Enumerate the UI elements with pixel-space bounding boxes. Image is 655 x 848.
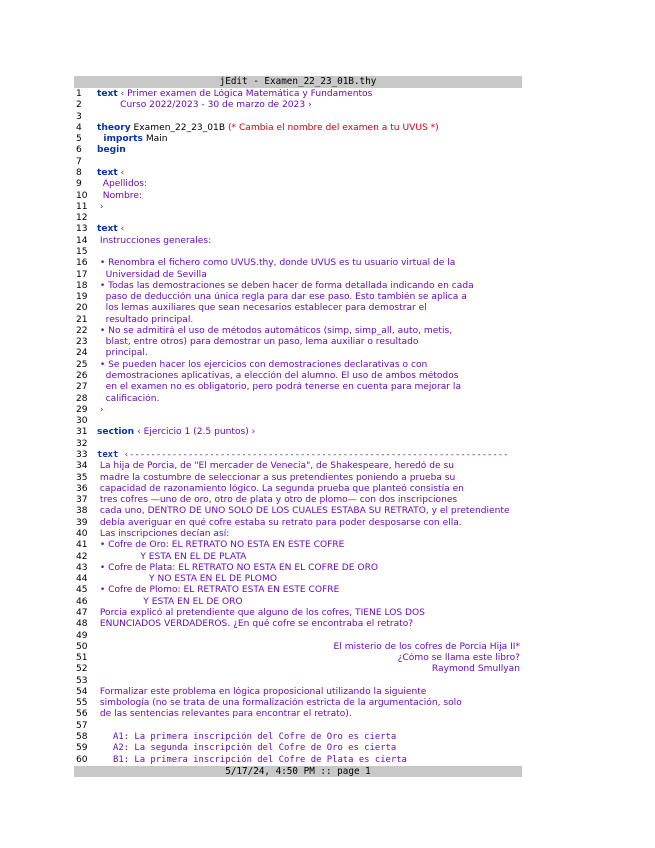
line-number: 55 — [76, 698, 88, 709]
line-text: demostraciones aplicativas, a elección del alumno. El uso de ambos métodos — [97, 371, 459, 382]
line-number: 47 — [76, 607, 88, 618]
line-text: debía averiguar en qué cofre estaba su retrato para poder desposarse con ella. — [97, 517, 462, 528]
code-line — [74, 427, 522, 438]
line-number: 36 — [76, 483, 88, 494]
line-content — [97, 687, 522, 698]
line-content — [97, 405, 522, 416]
line-text: cada uno, DENTRO DE UNO SOLO DE LOS CUALES ESTABA SU RETRATO, y el pretendiente — [97, 506, 510, 517]
code-line — [74, 258, 522, 269]
line-content — [97, 145, 522, 156]
code-line — [74, 360, 522, 371]
line-number: 3 — [76, 111, 82, 122]
line-number: 6 — [76, 145, 82, 156]
line-number: 50 — [76, 641, 88, 652]
line-number: 17 — [76, 269, 88, 280]
comment: (* Cambia el nombre del examen a tu UVUS *) — [227, 122, 439, 133]
line-number: 8 — [76, 167, 82, 178]
identifier: Examen_22_23_01B — [130, 122, 228, 133]
line-content — [97, 270, 522, 281]
line-content — [97, 337, 522, 348]
line-number: 46 — [76, 596, 88, 607]
keyword: text — [97, 89, 118, 99]
line-number: 28 — [76, 393, 88, 404]
line-content — [97, 258, 522, 269]
line-number: 33 — [76, 450, 88, 460]
code-line — [74, 348, 522, 359]
line-content — [97, 112, 522, 123]
line-number: 20 — [76, 303, 88, 314]
line-text: ‹ Ejercicio 1 (2.5 puntos) › — [134, 427, 256, 438]
line-text: calificación. — [97, 393, 160, 404]
line-content — [97, 619, 522, 630]
line-content — [97, 540, 522, 551]
line-number: 58 — [76, 732, 88, 743]
line-number: 11 — [76, 201, 88, 212]
line-content — [97, 123, 522, 134]
line-number: 41 — [76, 540, 88, 551]
line-number: 10 — [76, 190, 88, 201]
code-line — [74, 540, 522, 551]
code-line — [74, 484, 522, 495]
keyword: section — [97, 427, 135, 438]
line-number: 52 — [76, 664, 88, 675]
line-content — [97, 247, 522, 258]
line-content — [97, 360, 522, 371]
line-number: 14 — [76, 235, 88, 246]
page-footer: 5/17/24, 4:50 PM :: page 1 — [74, 766, 522, 777]
line-text: paso de deducción una única regla para dar ese paso. Esto también se aplica a — [97, 292, 467, 303]
line-number: 30 — [76, 416, 88, 427]
code-line — [74, 247, 522, 258]
line-content — [97, 179, 522, 190]
code-line — [74, 112, 522, 123]
code-line — [74, 191, 522, 202]
line-number: 39 — [76, 517, 88, 528]
line-content — [97, 134, 522, 145]
line-content — [97, 574, 522, 585]
code-line — [74, 100, 522, 111]
line-number: 59 — [76, 743, 88, 754]
code-line — [74, 608, 522, 619]
line-content — [97, 608, 522, 619]
line-number: 49 — [76, 630, 88, 641]
code-line — [74, 405, 522, 416]
line-text: simbología (no se trata de una formalización estricta de la argumentación, solo — [97, 698, 462, 709]
code-line — [74, 394, 522, 405]
line-text: B1: La primera inscripción del Cofre de Plata es cierta — [97, 754, 407, 765]
line-text: • Se pueden hacer los ejercicios con demostraciones declarativas o con — [97, 359, 428, 370]
code-line — [74, 529, 522, 540]
line-content — [97, 348, 522, 359]
line-text: El misterio de los cofres de Porcia Hija II* — [333, 641, 520, 652]
code-line — [74, 461, 522, 472]
line-text: Instrucciones generales: — [97, 235, 212, 246]
code-line — [74, 698, 522, 709]
code-line — [74, 168, 522, 179]
line-number: 29 — [76, 404, 88, 415]
code-line — [74, 303, 522, 314]
code-line — [74, 281, 522, 292]
line-number: 45 — [76, 585, 88, 596]
keyword: imports — [97, 134, 143, 145]
code-line — [74, 563, 522, 574]
line-number: 51 — [76, 653, 88, 664]
line-text: ‹ — [117, 224, 125, 235]
code-line — [74, 157, 522, 168]
line-content — [97, 631, 522, 642]
line-number: 34 — [76, 461, 88, 472]
line-number: 35 — [76, 472, 88, 483]
line-content — [97, 642, 522, 653]
line-number: 54 — [76, 686, 88, 697]
line-text: ‹----------------------------------------------------------------------- — [118, 450, 509, 460]
line-content — [97, 416, 522, 427]
code-line — [74, 518, 522, 529]
line-text: • Cofre de Plomo: EL RETRATO ESTA EN ESTE COFRE — [97, 585, 340, 596]
line-number: 44 — [76, 574, 88, 585]
line-text: ¿Cómo se llama este libro? — [397, 653, 520, 664]
line-content — [97, 157, 522, 168]
line-content — [97, 326, 522, 337]
code-line — [74, 224, 522, 235]
keyword: theory — [97, 122, 131, 133]
line-content — [97, 213, 522, 224]
line-number: 5 — [76, 134, 82, 145]
line-number: 22 — [76, 325, 88, 336]
line-content — [97, 394, 522, 405]
line-content — [97, 89, 522, 100]
line-number: 13 — [76, 224, 88, 235]
line-number: 31 — [76, 427, 88, 438]
line-content — [97, 709, 522, 720]
line-text: Nombre: — [97, 190, 142, 201]
line-text: ‹ Primer examen de Lógica Matemática y Fundamentos — [117, 89, 373, 99]
line-number: 56 — [76, 709, 88, 720]
code-line — [74, 202, 522, 213]
line-content — [97, 518, 522, 529]
code-line — [74, 473, 522, 484]
code-line — [74, 145, 522, 156]
line-content — [97, 676, 522, 687]
line-content — [97, 698, 522, 709]
line-content — [97, 202, 522, 213]
code-line — [74, 236, 522, 247]
line-number: 37 — [76, 495, 88, 506]
line-text: Las inscripciones decían así: — [97, 528, 230, 539]
line-content — [97, 743, 522, 754]
code-listing — [74, 88, 522, 766]
code-line — [74, 134, 522, 145]
line-text: Raymond Smullyan — [431, 664, 520, 675]
line-number: 38 — [76, 506, 88, 517]
line-text: tres cofres —uno de oro, otro de plata y otro de plomo— con dos inscripciones — [97, 495, 458, 506]
line-content — [97, 506, 522, 517]
code-line — [74, 337, 522, 348]
line-number: 23 — [76, 337, 88, 348]
line-number: 19 — [76, 292, 88, 303]
line-text: madre la costumbre de seleccionar a sus pretendientes poniendo a prueba su — [97, 472, 456, 483]
code-line — [74, 495, 522, 506]
line-number: 43 — [76, 562, 88, 573]
code-line — [74, 382, 522, 393]
line-text: Formalizar este problema en lógica proposicional utilizando la siguiente — [97, 686, 427, 697]
line-number: 32 — [76, 438, 88, 449]
line-content — [97, 552, 522, 563]
line-content — [97, 303, 522, 314]
line-text: A1: La primera inscripción del Cofre de Oro es cierta — [97, 732, 397, 743]
code-line — [74, 315, 522, 326]
line-content — [97, 236, 522, 247]
line-number: 4 — [76, 122, 82, 133]
line-text: blast, entre otros) para demostrar un paso, lema auxiliar o resultado — [97, 337, 419, 348]
line-text: resultado principal. — [97, 314, 194, 325]
line-text: La hija de Porcia, de "El mercader de Venecia", de Shakespeare, heredó de su — [97, 461, 455, 472]
code-line — [74, 326, 522, 337]
line-number: 16 — [76, 258, 88, 269]
line-number: 57 — [76, 720, 88, 731]
line-content — [97, 224, 522, 235]
line-text: Curso 2022/2023 - 30 de marzo de 2023 › — [97, 100, 312, 111]
line-number: 25 — [76, 359, 88, 370]
line-number: 2 — [76, 100, 82, 111]
keyword: text — [97, 167, 118, 178]
code-line — [74, 732, 522, 743]
code-line — [74, 292, 522, 303]
line-number: 48 — [76, 619, 88, 630]
code-line — [74, 371, 522, 382]
code-line — [74, 506, 522, 517]
line-text: ‹ — [117, 167, 125, 178]
line-content — [97, 100, 522, 111]
line-text: capacidad de razonamiento lógico. La segunda prueba que planteó consistía en — [97, 483, 464, 494]
line-content — [97, 529, 522, 540]
line-content — [97, 755, 522, 766]
line-text: Universidad de Sevilla — [97, 269, 207, 280]
line-content — [97, 292, 522, 303]
code-line — [74, 721, 522, 732]
line-content — [97, 664, 522, 675]
line-content — [97, 450, 522, 461]
line-content — [97, 281, 522, 292]
code-line — [74, 416, 522, 427]
code-line — [74, 631, 522, 642]
line-content — [97, 382, 522, 393]
line-text: Y ESTÁ EN EL DE ORO — [97, 596, 243, 607]
code-line — [74, 123, 522, 134]
code-line — [74, 709, 522, 720]
line-text: • Cofre de Oro: EL RETRATO NO ESTÁ EN ESTE COFRE — [97, 540, 345, 551]
code-line — [74, 642, 522, 653]
line-text: de las sentencias relevantes para encontrar el retrato). — [97, 709, 352, 720]
line-content — [97, 721, 522, 732]
code-line — [74, 676, 522, 687]
line-content — [97, 191, 522, 202]
line-content — [97, 484, 522, 495]
code-line — [74, 439, 522, 450]
line-number: 27 — [76, 382, 88, 393]
code-line — [74, 89, 522, 100]
line-text: • No se admitirá el uso de métodos automáticos (simp, simp_all, auto, metis, — [97, 325, 453, 336]
code-line — [74, 574, 522, 585]
code-line — [74, 213, 522, 224]
line-content — [97, 473, 522, 484]
line-number: 12 — [76, 213, 88, 224]
line-number: 53 — [76, 675, 88, 686]
line-content — [97, 495, 522, 506]
line-number: 1 — [76, 89, 82, 99]
code-line — [74, 585, 522, 596]
line-content — [97, 439, 522, 450]
code-line — [74, 653, 522, 664]
line-number: 40 — [76, 528, 88, 539]
code-line — [74, 552, 522, 563]
code-line — [74, 270, 522, 281]
line-number: 18 — [76, 280, 88, 291]
line-number: 42 — [76, 551, 88, 562]
line-content — [97, 168, 522, 179]
line-number: 60 — [76, 754, 88, 765]
keyword: begin — [97, 145, 126, 156]
line-content — [97, 585, 522, 596]
keyword: text — [97, 224, 118, 235]
line-content — [97, 461, 522, 472]
identifier: Main — [142, 134, 168, 145]
code-line — [74, 743, 522, 754]
line-text: en el examen no es obligatorio, pero podrá tenerse en cuenta para mejorar la — [97, 382, 462, 393]
code-line — [74, 755, 522, 766]
line-text: › — [97, 404, 104, 415]
window-title: jEdit - Examen_22_23_01B.thy — [74, 76, 522, 88]
line-text: ENUNCIADOS VERDADEROS. ¿En qué cofre se encontraba el retrato? — [97, 619, 414, 630]
line-number: 21 — [76, 314, 88, 325]
line-content — [97, 371, 522, 382]
line-number: 15 — [76, 246, 88, 257]
line-content — [97, 597, 522, 608]
keyword: text — [97, 450, 119, 460]
code-line — [74, 664, 522, 675]
line-text: Porcia explicó al pretendiente que alguno de los cofres, TIENE LOS DOS — [97, 607, 425, 618]
code-line — [74, 179, 522, 190]
code-line — [74, 597, 522, 608]
line-content — [97, 563, 522, 574]
line-text: • Renombra el fichero como UVUS.thy, donde UVUS es tu usuario virtual de la — [97, 258, 456, 269]
line-content — [97, 315, 522, 326]
line-text: Y ESTÁ EN EL DE PLATA — [97, 551, 247, 562]
line-content — [97, 732, 522, 743]
line-text: principal. — [97, 348, 148, 359]
line-number: 24 — [76, 348, 88, 359]
line-text: Apellidos: — [97, 179, 148, 190]
line-text: los lemas auxiliares que sean necesarios establecer para demostrar el — [97, 303, 427, 314]
line-text: › — [97, 201, 104, 212]
line-text: • Cofre de Plata: EL RETRATO NO ESTÁ EN EL COFRE DE ORO — [97, 562, 379, 573]
line-number: 9 — [76, 179, 82, 190]
line-text: A2: La segunda inscripción del Cofre de Oro es cierta — [97, 743, 397, 754]
line-content — [97, 427, 522, 438]
line-text: Y NO ESTÁ EN EL DE PLOMO — [97, 574, 277, 585]
line-content — [97, 653, 522, 664]
line-number: 26 — [76, 371, 88, 382]
line-text: • Todas las demostraciones se deben hacer de forma detallada indicando en cada — [97, 280, 474, 291]
code-line — [74, 619, 522, 630]
printed-page — [74, 76, 522, 777]
line-number: 7 — [76, 156, 82, 167]
code-line — [74, 450, 522, 461]
code-line — [74, 687, 522, 698]
